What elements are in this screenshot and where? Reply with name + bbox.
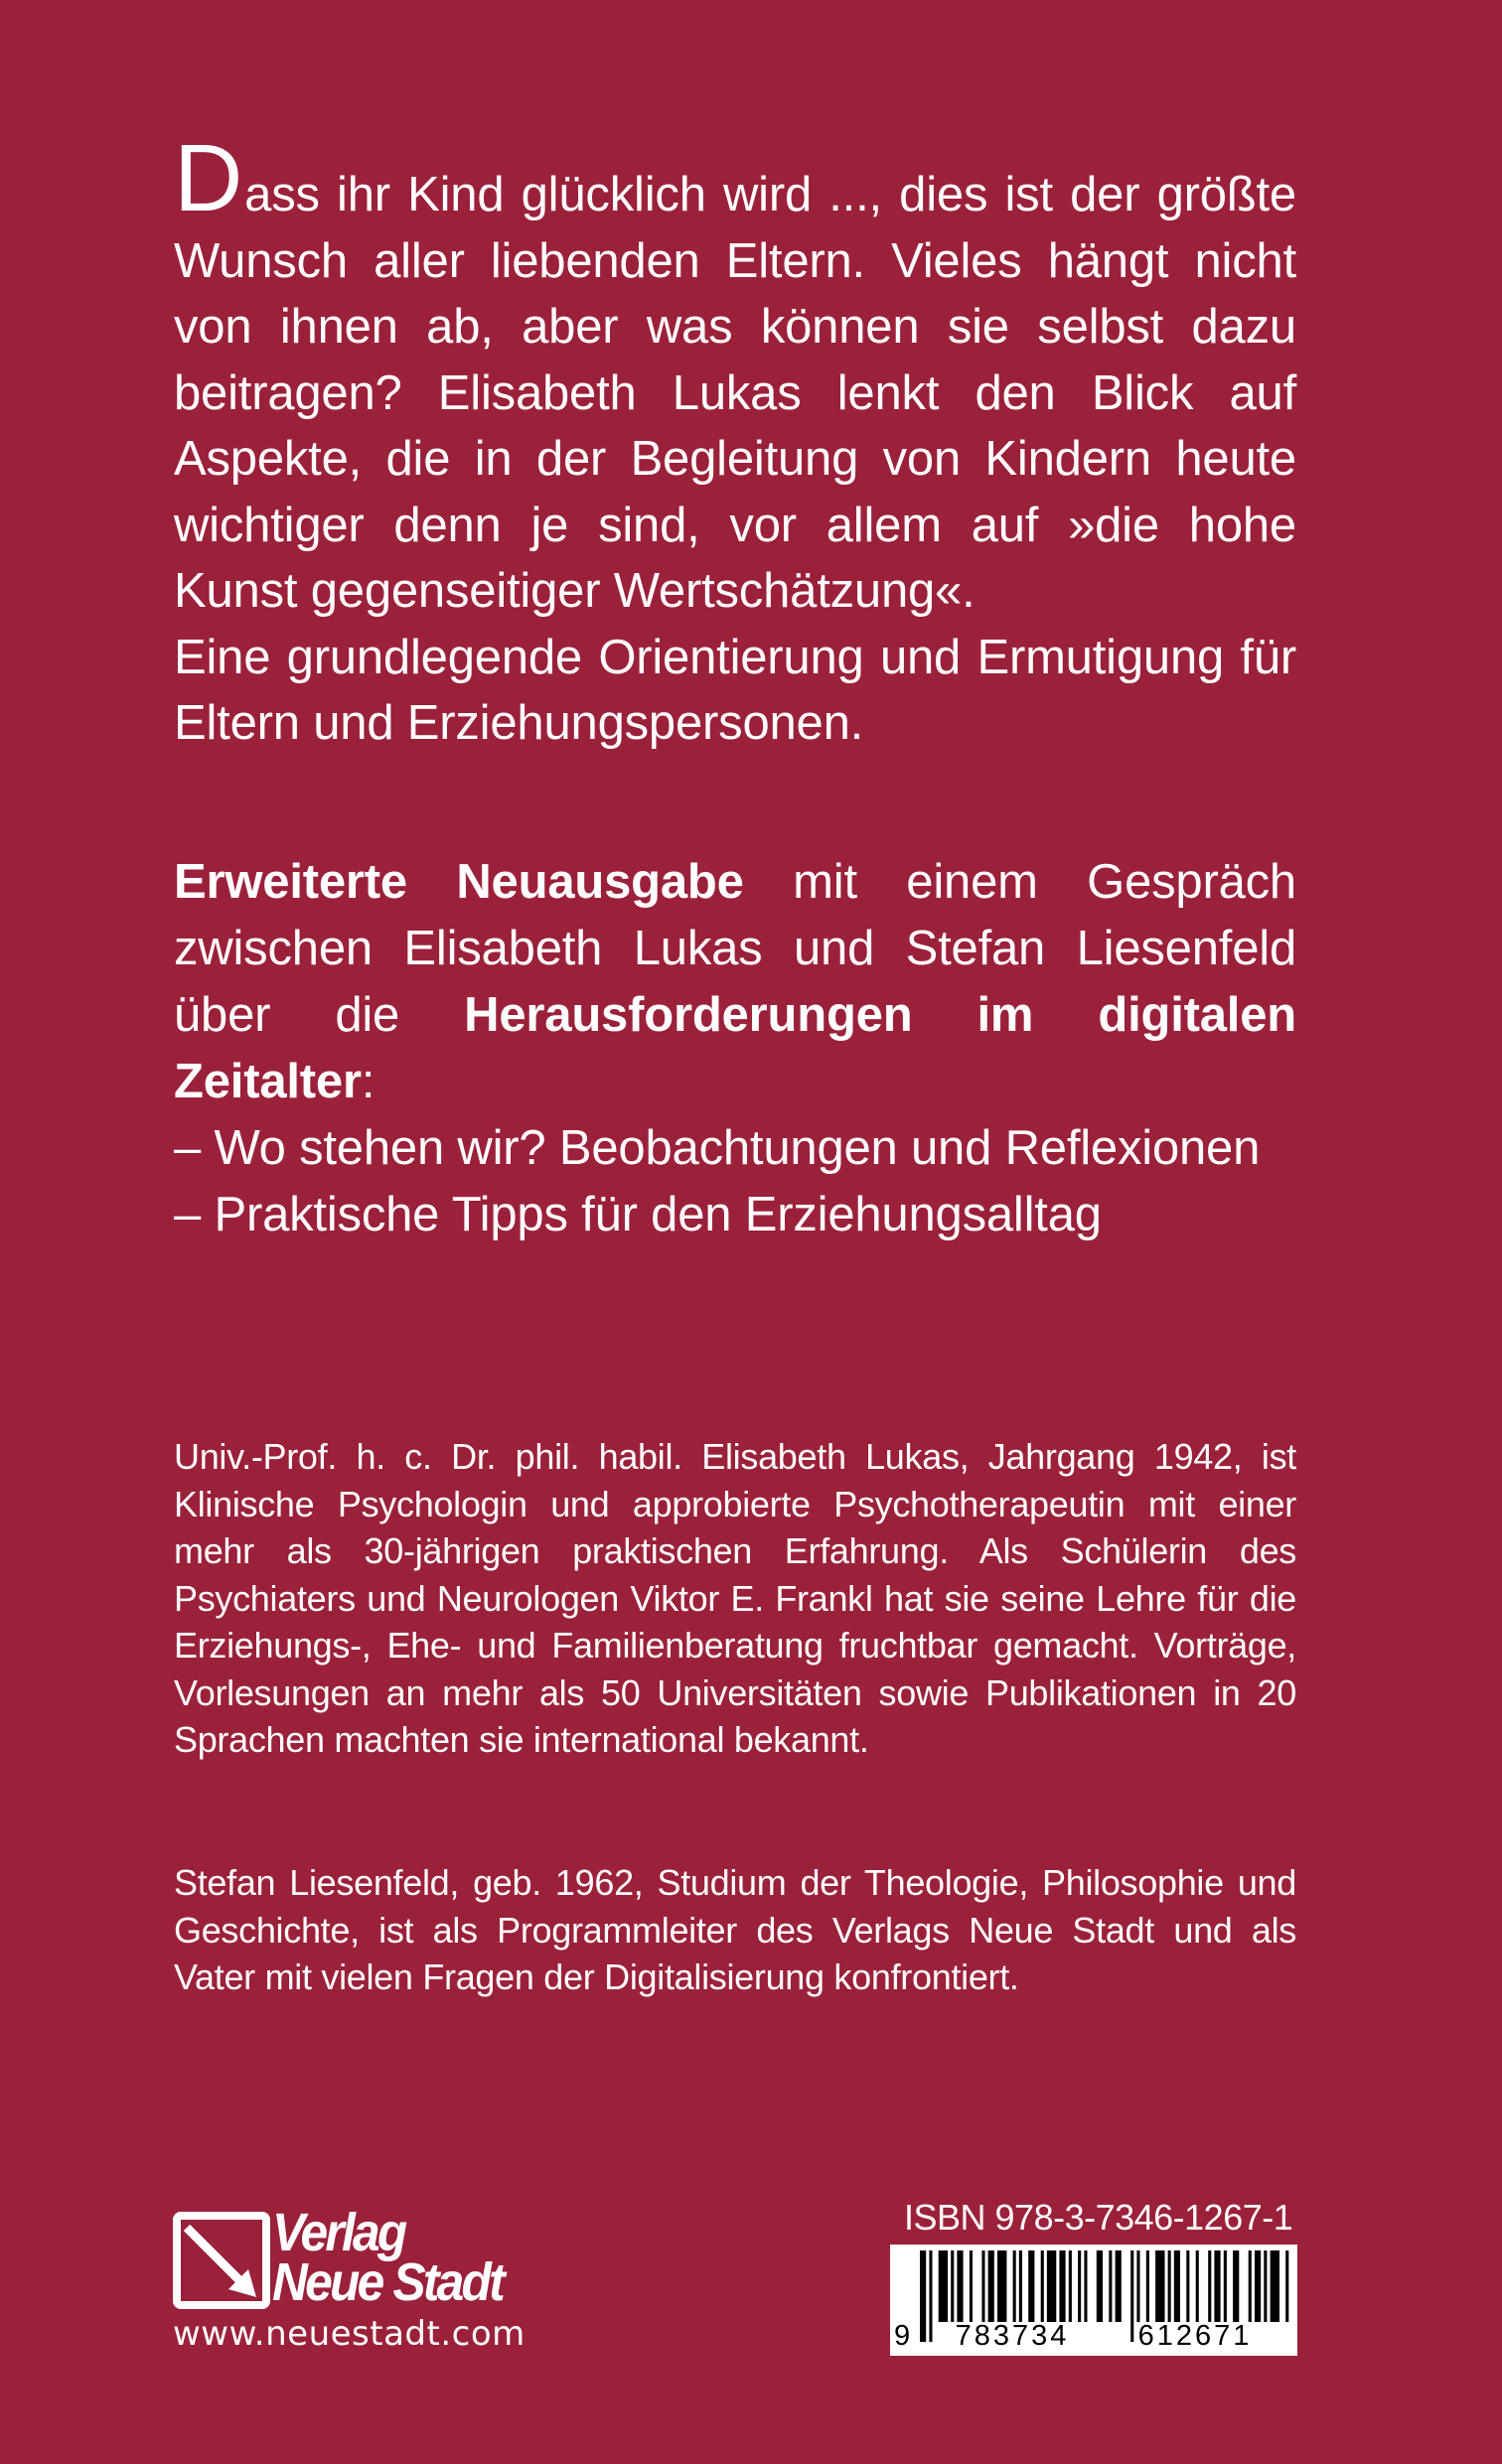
barcode-bar (1208, 2250, 1211, 2322)
barcode-digits-right: 612671 (1137, 2320, 1253, 2352)
barcode-bar (1069, 2250, 1072, 2322)
barcode-bar (1116, 2250, 1122, 2322)
barcode-bar (1168, 2250, 1171, 2322)
publisher-name-line-1: Verlag (272, 2203, 405, 2262)
drop-cap: D (174, 125, 243, 231)
edition-note (174, 849, 1296, 1248)
barcode-digits-left: 783734 (955, 2320, 1070, 2352)
barcode-digits (890, 2320, 1297, 2356)
barcode-bar (1019, 2250, 1022, 2322)
barcode-bar (1186, 2250, 1189, 2322)
edition-highlight: Erweiterte Neuausgabe (174, 855, 744, 909)
barcode-bar (1255, 2250, 1261, 2322)
blurb-paragraph-1 (174, 125, 1296, 625)
barcode-bar (939, 2250, 948, 2322)
barcode-bar (1146, 2250, 1149, 2322)
barcode-bar (1224, 2250, 1227, 2322)
barcode-bar (1136, 2250, 1139, 2322)
barcode-bar (1264, 2250, 1267, 2322)
barcode-bar (1249, 2250, 1252, 2322)
publisher-name (272, 2203, 503, 2312)
barcode-bar (1028, 2250, 1034, 2322)
barcode-bar (1109, 2250, 1112, 2322)
author-bio-lukas (174, 1433, 1296, 1764)
isbn-barcode (890, 2245, 1297, 2356)
barcode-bar (1271, 2250, 1279, 2322)
author-bio-liesenfeld (174, 1859, 1296, 2001)
barcode-digit-lead: 9 (894, 2320, 911, 2352)
barcode-bar (1059, 2250, 1065, 2322)
bio-text: Stefan Liesenfeld, geb. 1962, Studium der Theologie, Philosophie und Geschichte, ist als Programmleiter des Verlags Neue Stadt und als Vater mit vielen Fragen der Digitalisierung konfrontiert. (174, 1862, 1296, 1997)
edition-text-1: mit einem Gespräch zwischen Elisabeth Lukas und Stefan Liesenfeld über die (174, 855, 1296, 1042)
edition-paragraph (174, 849, 1296, 1115)
edition-topic: Herausforderungen im digitalen Zeitalter (174, 988, 1296, 1108)
barcode-bar (1047, 2250, 1056, 2322)
barcode-bar (951, 2250, 954, 2322)
barcode-bar (1233, 2250, 1239, 2322)
barcode-bar (1013, 2250, 1016, 2322)
edition-text-2: : (361, 1055, 376, 1108)
edition-topics-list (174, 1115, 1296, 1248)
barcode-bar (970, 2250, 973, 2322)
cover-blurb (174, 125, 1296, 757)
barcode-bar (1285, 2250, 1288, 2322)
barcode-bar (1174, 2250, 1180, 2322)
barcode-bar (997, 2250, 1006, 2322)
nc-arrow-logo-icon (171, 2210, 272, 2311)
list-item: – Wo stehen wir? Beobachtungen und Reflexionen (174, 1121, 1261, 1175)
publisher-logo (171, 2203, 598, 2319)
barcode-bar (981, 2250, 984, 2322)
barcode-bar (1196, 2250, 1199, 2322)
blurb-paragraph-2: Eine grundlegende Orientierung und Ermutigung für Eltern und Erziehungspersonen. (174, 630, 1296, 750)
barcode-bar (1084, 2250, 1087, 2322)
publisher-name-line-2: Neue Stadt (272, 2252, 503, 2312)
barcode-bar (957, 2250, 963, 2322)
list-item: – Praktische Tipps für den Erziehungsalltag (174, 1188, 1102, 1241)
barcode-bar (1155, 2250, 1164, 2322)
barcode-bar (988, 2250, 994, 2322)
barcode-bar (1214, 2250, 1220, 2322)
blurb-lead-text: ass ihr Kind glücklich wird ..., dies ist der größte Wunsch aller liebenden Eltern. Vieles hängt nicht von ihnen ab, aber was können sie selbst dazu beitragen? Elisabeth Lukas lenkt den Blick auf Aspekte, die in der Begleitung von Kindern heute wichtiger denn je sind, vor allem auf »die hohe Kunst gegenseitiger Wertschätzung«. (174, 168, 1296, 618)
barcode-bar (1041, 2250, 1044, 2322)
bio-text: Univ.-Prof. h. c. Dr. phil. habil. Elisabeth Lukas, Jahrgang 1942, ist Klinische Psychologin und approbierte Psychotherapeutin mit einer mehr als 30-jährigen praktischen Erfahrung. Als Schülerin des Psychiaters und Neurologen Viktor E. Frankl hat sie seine Lehre für die Erziehungs-, Ehe- und Familienberatung fruchtbar gemacht. Vorträge, Vorlesungen an mehr als 50 Universitäten sowie Publikationen in 20 Sprachen machten sie international bekannt. (174, 1436, 1296, 1760)
barcode-bar (1097, 2250, 1103, 2322)
publisher-url[interactable]: www.neuestadt.com (173, 2314, 526, 2354)
isbn-label: ISBN 978-3-7346-1267-1 (904, 2197, 1293, 2238)
barcode-bar (1078, 2250, 1081, 2322)
